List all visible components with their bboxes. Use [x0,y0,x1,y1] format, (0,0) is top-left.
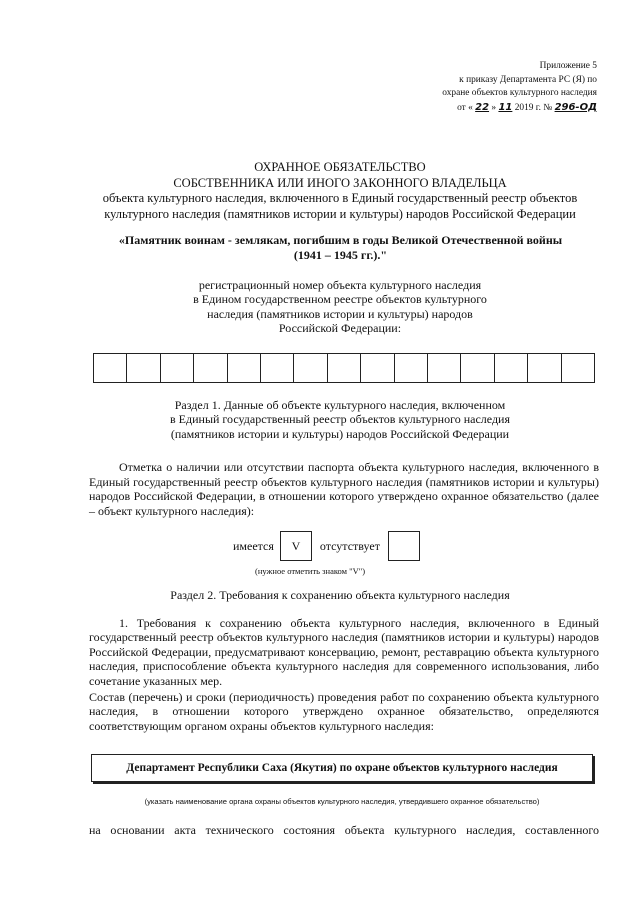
no-passport-label: отсутствует [319,538,380,553]
date-mid: » [491,102,497,113]
section1-line-3: (памятников истории и культуры) народов Российской Федерации [170,426,510,441]
reg-cell[interactable] [161,354,194,382]
reg-cell[interactable] [261,354,294,382]
date-day: 22 [475,101,490,113]
registration-number-label [140,278,540,336]
regnum-line-2: в Едином государственном реестре объектов культурного [193,292,487,307]
reg-cell[interactable] [461,354,494,382]
reg-cell[interactable] [228,354,261,382]
department-name-box [91,754,593,782]
passport-paragraph: Отметка о наличии или отсутствии паспорта объекта культурного наследия, включенного в Единый государственный реестр объектов культурного наследия (памятников истории и культуры) народов Российской Федерации, в отношении которого утверждено охранное обязательство (далее – объект культурного наследия): [89,460,599,518]
section-2-heading: Раздел 2. Требования к сохранению объекта культурного наследия [170,588,510,602]
regnum-line-1: регистрационный номер объекта культурного наследия [198,278,482,292]
monument-line-2: (1941 – 1945 гг.)." [293,248,388,262]
reg-cell[interactable] [127,354,160,382]
reg-cell[interactable] [94,354,127,382]
reg-cell[interactable] [361,354,394,382]
no-passport-checkbox[interactable] [388,531,420,561]
passport-checkboxes [225,531,420,561]
reg-cell[interactable] [562,354,594,382]
section1-line-1: Раздел 1. Данные об объекте культурного наследия, включенном [174,398,506,412]
basis-line: на основании акта технического состояния объекта культурного наследия, составленного [89,823,599,837]
reg-cell[interactable] [194,354,227,382]
appendix-header [377,60,597,115]
title-line-4: культурного наследия (памятников истории и культуры) народов Российской Федерации [104,206,576,221]
appendix-order-ref: к приказу Департамента РС (Я) по [459,74,597,85]
has-passport-checkbox[interactable]: V [280,531,312,561]
reg-cell[interactable] [294,354,327,382]
regnum-line-4: Российской Федерации: [278,321,402,336]
department-note: (указать наименование органа охраны объектов культурного наследия, утвердившего охранное обязательство) [144,797,540,806]
section-1-heading [110,398,570,441]
reg-cell[interactable] [528,354,561,382]
department-name: Департамент Республики Саха (Якутия) по охране объектов культурного наследия [126,762,558,774]
title-line-1: ОХРАННОЕ ОБЯЗАТЕЛЬСТВО [254,160,426,174]
order-number: 296-ОД [554,101,597,113]
reg-cell[interactable] [428,354,461,382]
date-month: 11 [498,101,513,113]
has-passport-label: имеется [233,538,274,553]
appendix-dept: охране объектов культурного наследия [442,88,597,99]
section1-line-2: в Единый государственный реестр объектов культурного наследия [170,412,510,427]
reg-cell[interactable] [395,354,428,382]
regnum-line-3: наследия (памятников истории и культуры) народов [207,306,473,321]
monument-name [88,233,593,263]
date-year: 2019 г. № [514,102,553,113]
date-prefix: от « [457,102,473,113]
appendix-title: Приложение 5 [539,61,597,71]
requirements-paragraph: 1. Требования к сохранению объекта культурного наследия, включенного в Единый государственный реестр объектов культурного наследия (памятников истории и культуры) народов Российской Федерации, предусматривают консервацию, ремонт, реставрацию объекта культурного наследия, приспособление объекта культурного наследия для современного использования, либо сочетание указанных мер. [89,616,599,688]
appendix-date-line [377,101,597,116]
document-title [80,160,600,222]
title-line-3: объекта культурного наследия, включенного в Единый государственный реестр объектов [102,191,578,205]
composition-paragraph: Состав (перечень) и сроки (периодичность) проведения работ по сохранению объекта культурного наследия, в отношении которого утверждено охранное обязательство, определяются соответствующим органом охраны объектов культурного наследия: [89,690,599,733]
checkbox-instruction: (нужное отметить знаком "V") [255,566,366,576]
title-line-2: СОБСТВЕННИКА ИЛИ ИНОГО ЗАКОННОГО ВЛАДЕЛЬЦА [173,175,507,190]
reg-cell[interactable] [495,354,528,382]
reg-cell[interactable] [328,354,361,382]
monument-line-1: «Памятник воинам - землякам, погибшим в годы Великой Отечественной войны [118,233,563,247]
registration-number-grid [93,353,595,383]
